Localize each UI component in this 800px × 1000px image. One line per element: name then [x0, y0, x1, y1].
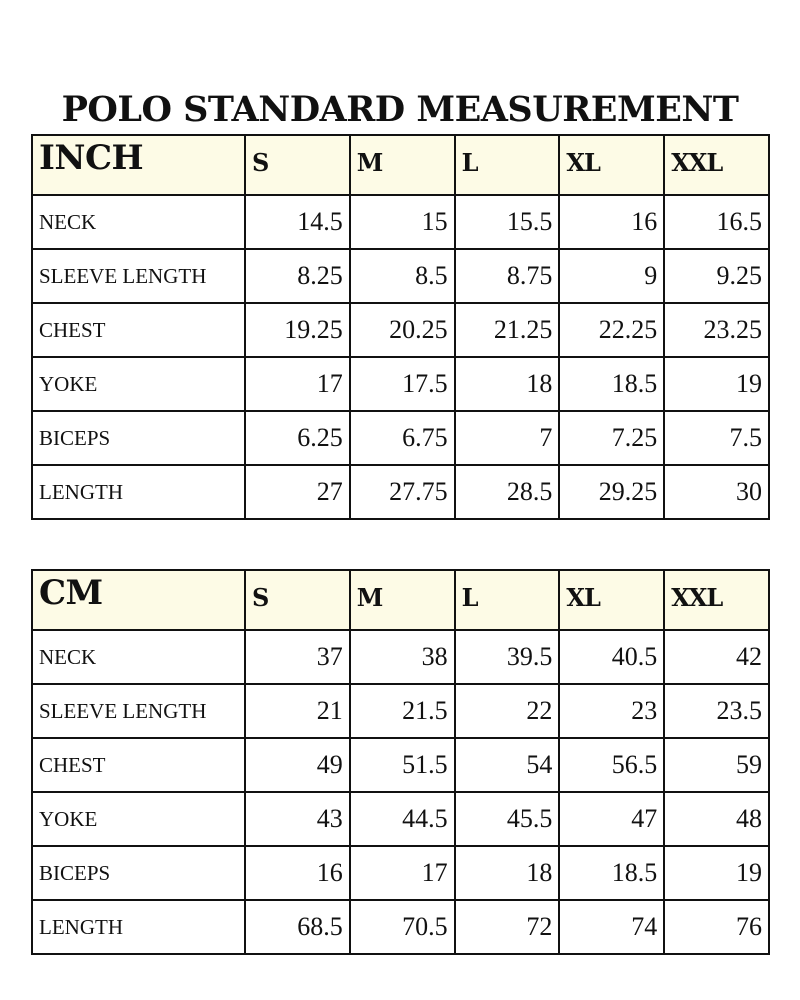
- measurement-label: NECK: [32, 630, 245, 684]
- measurement-value: 8.25: [245, 249, 350, 303]
- measurement-value: 7.25: [559, 411, 664, 465]
- measurement-value: 9: [559, 249, 664, 303]
- measurement-value: 43: [245, 792, 350, 846]
- table-row: [32, 900, 769, 954]
- measurement-value: 76: [664, 900, 769, 954]
- measurement-label: CHEST: [32, 738, 245, 792]
- header-row: [32, 135, 769, 195]
- measurement-value: 18: [455, 846, 560, 900]
- measurement-value: 59: [664, 738, 769, 792]
- table-row: [32, 846, 769, 900]
- measurement-label: LENGTH: [32, 465, 245, 519]
- measurement-value: 16: [245, 846, 350, 900]
- measurement-label: SLEEVE LENGTH: [32, 684, 245, 738]
- measurement-value: 17: [350, 846, 455, 900]
- table-row: [32, 792, 769, 846]
- measurement-value: 74: [559, 900, 664, 954]
- table-row: [32, 738, 769, 792]
- size-header: XXL: [664, 570, 769, 630]
- measurement-value: 42: [664, 630, 769, 684]
- table-row: [32, 411, 769, 465]
- measurement-value: 7: [455, 411, 560, 465]
- measurement-value: 15.5: [455, 195, 560, 249]
- measurement-value: 68.5: [245, 900, 350, 954]
- measurement-value: 18: [455, 357, 560, 411]
- size-header: S: [245, 135, 350, 195]
- measurement-value: 72: [455, 900, 560, 954]
- measurement-value: 17.5: [350, 357, 455, 411]
- measurement-label: BICEPS: [32, 411, 245, 465]
- size-header: L: [455, 570, 560, 630]
- measurement-value: 23.25: [664, 303, 769, 357]
- measurement-value: 16: [559, 195, 664, 249]
- measurement-value: 8.75: [455, 249, 560, 303]
- measurement-label: CHEST: [32, 303, 245, 357]
- inch-measurement-table: [31, 134, 770, 520]
- table-row: [32, 630, 769, 684]
- measurement-value: 29.25: [559, 465, 664, 519]
- size-header: XL: [559, 135, 664, 195]
- measurement-label: YOKE: [32, 792, 245, 846]
- measurement-value: 9.25: [664, 249, 769, 303]
- measurement-value: 17: [245, 357, 350, 411]
- measurement-value: 23: [559, 684, 664, 738]
- measurement-value: 21.5: [350, 684, 455, 738]
- measurement-value: 56.5: [559, 738, 664, 792]
- size-header: M: [350, 135, 455, 195]
- size-header: S: [245, 570, 350, 630]
- table-row: [32, 249, 769, 303]
- table-row: [32, 303, 769, 357]
- measurement-value: 20.25: [350, 303, 455, 357]
- measurement-value: 39.5: [455, 630, 560, 684]
- measurement-value: 7.5: [664, 411, 769, 465]
- unit-label: CM: [32, 570, 245, 630]
- measurement-label: NECK: [32, 195, 245, 249]
- table-row: [32, 357, 769, 411]
- measurement-value: 22: [455, 684, 560, 738]
- measurement-value: 23.5: [664, 684, 769, 738]
- measurement-label: BICEPS: [32, 846, 245, 900]
- measurement-value: 22.25: [559, 303, 664, 357]
- measurement-value: 6.25: [245, 411, 350, 465]
- measurement-value: 49: [245, 738, 350, 792]
- measurement-value: 21.25: [455, 303, 560, 357]
- unit-label: INCH: [32, 135, 245, 195]
- measurement-value: 19.25: [245, 303, 350, 357]
- measurement-value: 19: [664, 357, 769, 411]
- measurement-label: SLEEVE LENGTH: [32, 249, 245, 303]
- measurement-value: 21: [245, 684, 350, 738]
- measurement-value: 18.5: [559, 357, 664, 411]
- measurement-value: 28.5: [455, 465, 560, 519]
- table-row: [32, 684, 769, 738]
- measurement-value: 37: [245, 630, 350, 684]
- measurement-label: LENGTH: [32, 900, 245, 954]
- measurement-value: 6.75: [350, 411, 455, 465]
- measurement-value: 47: [559, 792, 664, 846]
- size-header: L: [455, 135, 560, 195]
- size-header: M: [350, 570, 455, 630]
- measurement-value: 51.5: [350, 738, 455, 792]
- measurement-value: 54: [455, 738, 560, 792]
- measurement-value: 40.5: [559, 630, 664, 684]
- table-row: [32, 465, 769, 519]
- measurement-value: 16.5: [664, 195, 769, 249]
- measurement-value: 48: [664, 792, 769, 846]
- measurement-value: 19: [664, 846, 769, 900]
- measurement-value: 44.5: [350, 792, 455, 846]
- measurement-value: 27.75: [350, 465, 455, 519]
- header-row: [32, 570, 769, 630]
- page-title: POLO STANDARD MEASUREMENT: [61, 89, 739, 130]
- measurement-value: 15: [350, 195, 455, 249]
- measurement-value: 45.5: [455, 792, 560, 846]
- measurement-value: 27: [245, 465, 350, 519]
- measurement-value: 30: [664, 465, 769, 519]
- measurement-value: 18.5: [559, 846, 664, 900]
- measurement-value: 8.5: [350, 249, 455, 303]
- cm-measurement-table: [31, 569, 770, 955]
- size-header: XL: [559, 570, 664, 630]
- measurement-value: 14.5: [245, 195, 350, 249]
- size-header: XXL: [664, 135, 769, 195]
- measurement-value: 70.5: [350, 900, 455, 954]
- table-row: [32, 195, 769, 249]
- measurement-label: YOKE: [32, 357, 245, 411]
- measurement-value: 38: [350, 630, 455, 684]
